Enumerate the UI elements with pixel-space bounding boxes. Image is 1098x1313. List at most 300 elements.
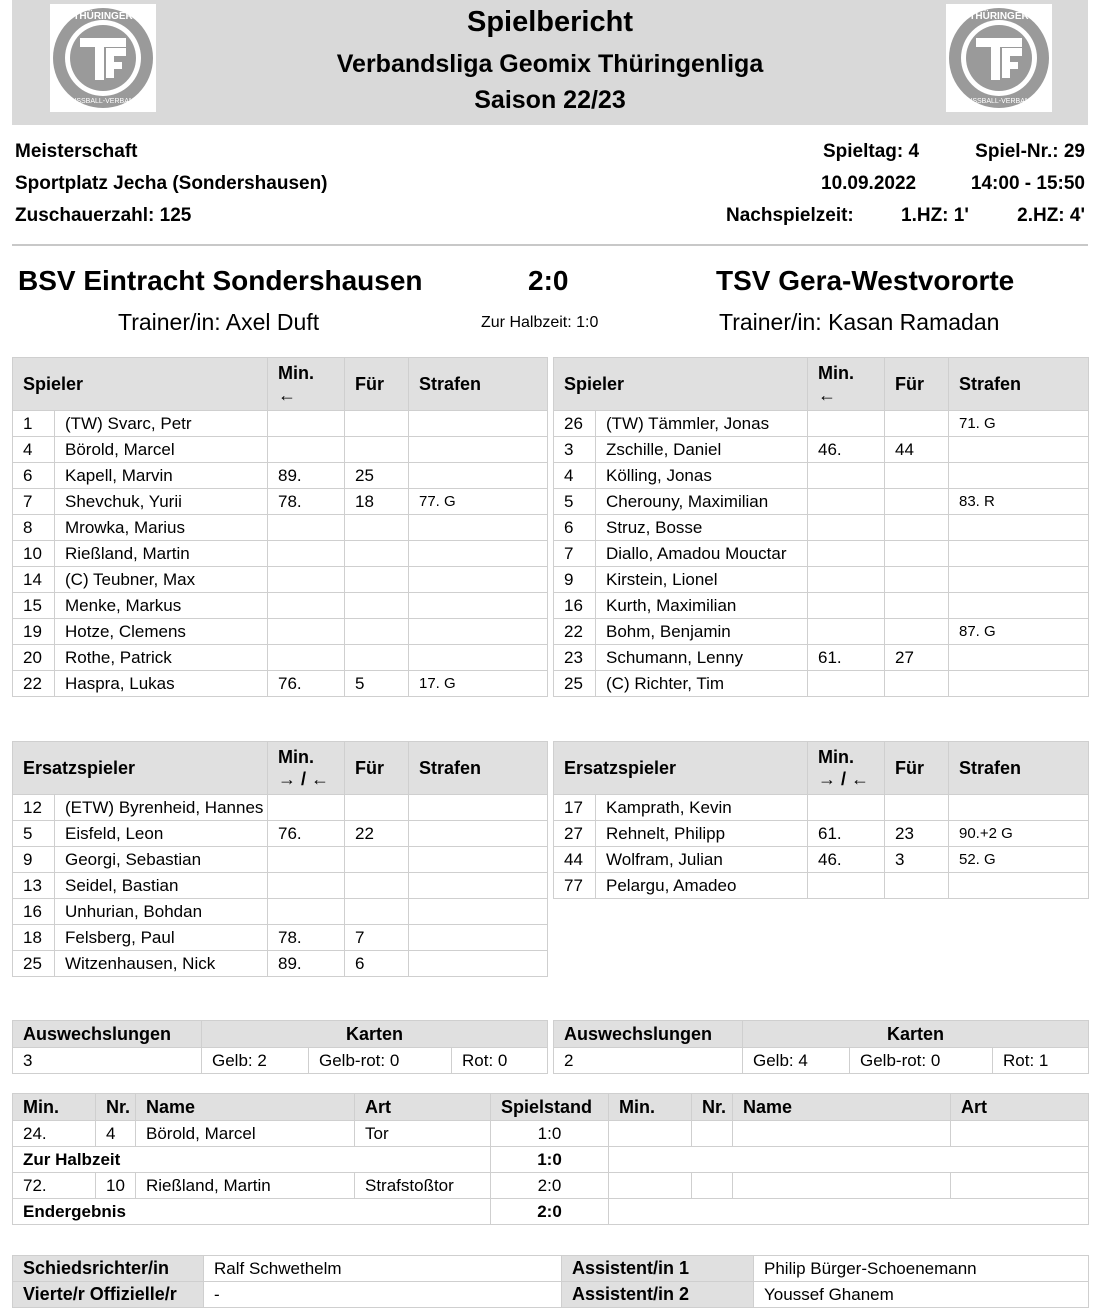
col-penalties: Strafen	[949, 358, 1089, 411]
penalty	[409, 619, 548, 645]
col-score: Spielstand	[491, 1094, 609, 1121]
goals-table	[12, 1093, 1089, 1225]
player-name: Eisfeld, Leon	[55, 821, 268, 847]
penalty	[949, 645, 1089, 671]
sub-for	[345, 645, 409, 671]
referee-name: Ralf Schwethelm	[204, 1256, 562, 1282]
player-row	[13, 899, 548, 925]
player-name: Struz, Bosse	[596, 515, 808, 541]
away-summary-table	[553, 1020, 1089, 1074]
player-row	[13, 541, 548, 567]
player-row	[13, 619, 548, 645]
player-name: Shevchuk, Yurii	[55, 489, 268, 515]
sub-minute: 46.	[808, 847, 885, 873]
player-name: Unhurian, Bohdan	[55, 899, 268, 925]
home-summary-table	[12, 1020, 548, 1074]
svg-text:FUSSBALL-VERBAND: FUSSBALL-VERBAND	[67, 98, 139, 105]
fourth-official-label: Vierte/r Offizielle/r	[13, 1282, 204, 1308]
sub-minute: 76.	[268, 671, 345, 697]
player-row	[13, 795, 548, 821]
sub-for	[885, 795, 949, 821]
svg-text:THÜRINGER: THÜRINGER	[73, 11, 133, 22]
col-player: Spieler	[554, 358, 808, 411]
sub-minute: 78.	[268, 489, 345, 515]
sub-for	[885, 411, 949, 437]
player-row	[554, 619, 1089, 645]
sub-minute	[808, 619, 885, 645]
sub-for: 27	[885, 645, 949, 671]
empty-cell	[609, 1173, 692, 1199]
sub-minute: 76.	[268, 821, 345, 847]
player-name: Zschille, Daniel	[596, 437, 808, 463]
player-row	[554, 671, 1089, 697]
player-name: Rothe, Patrick	[55, 645, 268, 671]
player-row	[13, 671, 548, 697]
player-number: 9	[554, 567, 596, 593]
goal-type: Strafstoßtor	[355, 1173, 491, 1199]
home-team: BSV Eintracht Sondershausen	[18, 265, 423, 296]
divider	[12, 244, 1088, 246]
player-number: 16	[13, 899, 55, 925]
match-date: 10.09.2022	[821, 173, 917, 194]
goal-number: 10	[96, 1173, 136, 1199]
home-lineup-table	[12, 357, 548, 697]
player-name: Felsberg, Paul	[55, 925, 268, 951]
away-lineup-table	[553, 357, 1089, 697]
player-number: 8	[13, 515, 55, 541]
sub-for	[885, 593, 949, 619]
sub-for: 6	[345, 951, 409, 977]
player-number: 25	[554, 671, 596, 697]
stoppage-second-half: 2.HZ: 4'	[1017, 205, 1085, 226]
goal-scorer: Börold, Marcel	[136, 1121, 355, 1147]
player-row	[554, 821, 1089, 847]
player-name: Georgi, Sebastian	[55, 847, 268, 873]
sub-minute	[268, 593, 345, 619]
player-number: 20	[13, 645, 55, 671]
penalty	[949, 515, 1089, 541]
player-name: Kurth, Maximilian	[596, 593, 808, 619]
player-row	[13, 567, 548, 593]
away-team: TSV Gera-Westvororte	[716, 265, 1015, 296]
sub-for	[345, 515, 409, 541]
player-number: 26	[554, 411, 596, 437]
player-name: (ETW) Byrenheid, Hannes	[55, 795, 268, 821]
player-number: 4	[13, 437, 55, 463]
player-name: Diallo, Amadou Mouctar	[596, 541, 808, 567]
red-count: Rot: 0	[452, 1048, 548, 1074]
player-row	[554, 463, 1089, 489]
sub-minute	[808, 795, 885, 821]
player-row	[554, 567, 1089, 593]
sub-for: 18	[345, 489, 409, 515]
player-row	[13, 489, 548, 515]
fourth-official-name: -	[204, 1282, 562, 1308]
halftime-label: Zur Halbzeit	[13, 1147, 491, 1173]
officials-table	[12, 1255, 1089, 1308]
red-count: Rot: 1	[993, 1048, 1089, 1074]
report-title: Spielbericht	[467, 6, 633, 38]
goal-score: 1:0	[491, 1121, 609, 1147]
penalty	[409, 821, 548, 847]
sub-for	[345, 593, 409, 619]
sub-minute	[808, 411, 885, 437]
col-min: Min. → / ←	[808, 742, 885, 795]
player-row	[554, 515, 1089, 541]
sub-minute	[808, 489, 885, 515]
col-player: Spieler	[13, 358, 268, 411]
penalty	[949, 463, 1089, 489]
player-row	[13, 437, 548, 463]
player-number: 12	[13, 795, 55, 821]
penalty	[949, 671, 1089, 697]
match-time: 14:00 - 15:50	[970, 173, 1085, 194]
penalty	[409, 411, 548, 437]
player-row	[554, 437, 1089, 463]
empty-cell	[951, 1121, 1089, 1147]
sub-for	[885, 541, 949, 567]
col-type: Art	[951, 1094, 1089, 1121]
yellow-count: Gelb: 2	[202, 1048, 309, 1074]
sub-for	[345, 437, 409, 463]
matchday: Spieltag: 4	[823, 141, 920, 162]
sub-minute: 46.	[808, 437, 885, 463]
col-sub: Ersatzspieler	[13, 742, 268, 795]
player-name: (TW) Svarc, Petr	[55, 411, 268, 437]
player-row	[554, 489, 1089, 515]
sub-for: 44	[885, 437, 949, 463]
col-for: Für	[345, 742, 409, 795]
penalty	[409, 567, 548, 593]
player-name: Kirstein, Lionel	[596, 567, 808, 593]
player-number: 22	[13, 671, 55, 697]
col-for: Für	[885, 742, 949, 795]
player-name: Schumann, Lenny	[596, 645, 808, 671]
game-number: Spiel-Nr.: 29	[975, 141, 1085, 162]
goal-score: 2:0	[491, 1173, 609, 1199]
player-number: 23	[554, 645, 596, 671]
goal-minute: 72.	[13, 1173, 96, 1199]
player-name: Cherouny, Maximilian	[596, 489, 808, 515]
svg-text:FUSSBALL-VERBAND: FUSSBALL-VERBAND	[963, 98, 1035, 105]
penalty: 17. G	[409, 671, 548, 697]
goal-number: 4	[96, 1121, 136, 1147]
empty-cell	[609, 1147, 1089, 1173]
home-subs-table	[12, 741, 548, 977]
substitution-count: 3	[13, 1048, 202, 1074]
sub-for	[885, 515, 949, 541]
penalty: 52. G	[949, 847, 1089, 873]
sub-minute	[268, 847, 345, 873]
stoppage-label: Nachspielzeit:	[726, 205, 854, 226]
penalty	[409, 899, 548, 925]
goal-row	[13, 1173, 1089, 1199]
sub-minute	[808, 463, 885, 489]
halftime-row	[13, 1147, 1089, 1173]
svg-text:THÜRINGER: THÜRINGER	[969, 11, 1029, 22]
sub-minute: 89.	[268, 463, 345, 489]
player-name: Seidel, Bastian	[55, 873, 268, 899]
player-number: 22	[554, 619, 596, 645]
player-row	[13, 847, 548, 873]
sub-minute: 78.	[268, 925, 345, 951]
player-number: 4	[554, 463, 596, 489]
sub-for: 7	[345, 925, 409, 951]
away-trainer: Trainer/in: Kasan Ramadan	[719, 309, 1000, 335]
col-min: Min. → / ←	[268, 742, 345, 795]
penalty	[409, 437, 548, 463]
sub-for	[885, 489, 949, 515]
penalty	[409, 795, 548, 821]
player-number: 15	[13, 593, 55, 619]
empty-cell	[733, 1121, 951, 1147]
player-name: Hotze, Clemens	[55, 619, 268, 645]
penalty: 87. G	[949, 619, 1089, 645]
player-number: 1	[13, 411, 55, 437]
sub-for	[885, 463, 949, 489]
sub-for: 3	[885, 847, 949, 873]
assistant2-name: Youssef Ghanem	[754, 1282, 1089, 1308]
col-name: Name	[136, 1094, 355, 1121]
col-cards: Karten	[202, 1021, 548, 1048]
empty-cell	[692, 1121, 733, 1147]
goal-type: Tor	[355, 1121, 491, 1147]
player-row	[13, 821, 548, 847]
penalty	[409, 847, 548, 873]
col-substitutions: Auswechslungen	[554, 1021, 743, 1048]
player-number: 14	[13, 567, 55, 593]
sub-for	[885, 619, 949, 645]
away-subs-table	[553, 741, 1089, 899]
player-row	[554, 593, 1089, 619]
player-row	[13, 411, 548, 437]
sub-for	[345, 899, 409, 925]
yellow-red-count: Gelb-rot: 0	[850, 1048, 993, 1074]
final-score: 2:0	[528, 265, 569, 296]
col-nr: Nr.	[96, 1094, 136, 1121]
player-number: 5	[13, 821, 55, 847]
assistant2-label: Assistent/in 2	[562, 1282, 754, 1308]
player-name: Kamprath, Kevin	[596, 795, 808, 821]
sub-for: 23	[885, 821, 949, 847]
player-number: 27	[554, 821, 596, 847]
penalty: 83. R	[949, 489, 1089, 515]
player-row	[13, 925, 548, 951]
penalty	[409, 593, 548, 619]
col-name: Name	[733, 1094, 951, 1121]
sub-for: 5	[345, 671, 409, 697]
penalty: 90.+2 G	[949, 821, 1089, 847]
assistant1-label: Assistent/in 1	[562, 1256, 754, 1282]
player-number: 9	[13, 847, 55, 873]
goal-minute: 24.	[13, 1121, 96, 1147]
attendance: Zuschauerzahl: 125	[15, 205, 192, 226]
player-row	[13, 951, 548, 977]
sub-minute	[808, 541, 885, 567]
empty-cell	[733, 1173, 951, 1199]
goal-scorer: Rießland, Martin	[136, 1173, 355, 1199]
player-name: Kölling, Jonas	[596, 463, 808, 489]
sub-for	[345, 411, 409, 437]
player-name: Kapell, Marvin	[55, 463, 268, 489]
penalty	[409, 515, 548, 541]
sub-minute	[808, 567, 885, 593]
player-number: 19	[13, 619, 55, 645]
final-label: Endergebnis	[13, 1199, 491, 1225]
penalty	[949, 873, 1089, 899]
league-name: Verbandsliga Geomix Thüringenliga	[336, 50, 764, 78]
col-penalties: Strafen	[409, 742, 548, 795]
player-number: 3	[554, 437, 596, 463]
yellow-count: Gelb: 4	[743, 1048, 850, 1074]
empty-cell	[609, 1121, 692, 1147]
sub-minute	[268, 873, 345, 899]
sub-minute: 61.	[808, 821, 885, 847]
penalty	[949, 567, 1089, 593]
player-name: Börold, Marcel	[55, 437, 268, 463]
sub-minute: 89.	[268, 951, 345, 977]
player-row	[554, 847, 1089, 873]
player-number: 5	[554, 489, 596, 515]
player-number: 17	[554, 795, 596, 821]
player-number: 77	[554, 873, 596, 899]
sub-minute: 61.	[808, 645, 885, 671]
season: Saison 22/23	[474, 86, 626, 114]
empty-cell	[609, 1199, 1089, 1225]
empty-cell	[692, 1173, 733, 1199]
sub-minute	[268, 795, 345, 821]
penalty: 77. G	[409, 489, 548, 515]
player-name: Haspra, Lukas	[55, 671, 268, 697]
goal-row	[13, 1121, 1089, 1147]
col-penalties: Strafen	[949, 742, 1089, 795]
penalty	[949, 437, 1089, 463]
sub-for	[345, 873, 409, 899]
sub-minute	[268, 567, 345, 593]
player-name: Rehnelt, Philipp	[596, 821, 808, 847]
player-name: Menke, Markus	[55, 593, 268, 619]
sub-minute	[268, 541, 345, 567]
player-name: Wolfram, Julian	[596, 847, 808, 873]
sub-minute	[808, 873, 885, 899]
penalty: 71. G	[949, 411, 1089, 437]
player-number: 44	[554, 847, 596, 873]
yellow-red-count: Gelb-rot: 0	[309, 1048, 452, 1074]
player-name: Pelargu, Amadeo	[596, 873, 808, 899]
penalty	[409, 873, 548, 899]
col-min: Min. ←	[268, 358, 345, 411]
player-row	[13, 873, 548, 899]
player-number: 6	[554, 515, 596, 541]
player-name: Rießland, Martin	[55, 541, 268, 567]
venue: Sportplatz Jecha (Sondershausen)	[15, 173, 328, 194]
player-row	[554, 873, 1089, 899]
player-number: 6	[13, 463, 55, 489]
col-penalties: Strafen	[409, 358, 548, 411]
substitution-count: 2	[554, 1048, 743, 1074]
player-row	[554, 795, 1089, 821]
col-for: Für	[345, 358, 409, 411]
player-name: (TW) Tämmler, Jonas	[596, 411, 808, 437]
competition: Meisterschaft	[15, 141, 138, 162]
assistant1-name: Philip Bürger-Schoenemann	[754, 1256, 1089, 1282]
col-for: Für	[885, 358, 949, 411]
penalty	[409, 925, 548, 951]
final-row	[13, 1199, 1089, 1225]
home-trainer: Trainer/in: Axel Duft	[118, 309, 320, 335]
report-header	[12, 0, 1088, 125]
col-min: Min. ←	[808, 358, 885, 411]
sub-minute	[268, 437, 345, 463]
sub-minute	[808, 593, 885, 619]
final-result: 2:0	[491, 1199, 609, 1225]
sub-for	[345, 541, 409, 567]
sub-minute	[808, 671, 885, 697]
referee-label: Schiedsrichter/in	[13, 1256, 204, 1282]
stoppage-first-half: 1.HZ: 1'	[901, 205, 969, 226]
empty-cell	[951, 1173, 1089, 1199]
sub-for	[345, 795, 409, 821]
player-row	[13, 463, 548, 489]
sub-minute	[268, 411, 345, 437]
player-row	[13, 515, 548, 541]
player-number: 10	[13, 541, 55, 567]
player-row	[13, 593, 548, 619]
penalty	[409, 951, 548, 977]
player-name: (C) Richter, Tim	[596, 671, 808, 697]
sub-minute	[268, 515, 345, 541]
sub-for: 22	[345, 821, 409, 847]
col-type: Art	[355, 1094, 491, 1121]
player-number: 25	[13, 951, 55, 977]
sub-for	[885, 567, 949, 593]
player-row	[554, 411, 1089, 437]
player-name: Witzenhausen, Nick	[55, 951, 268, 977]
penalty	[949, 541, 1089, 567]
col-cards: Karten	[743, 1021, 1089, 1048]
player-row	[13, 645, 548, 671]
penalty	[409, 645, 548, 671]
sub-for	[345, 619, 409, 645]
player-name: Bohm, Benjamin	[596, 619, 808, 645]
col-sub: Ersatzspieler	[554, 742, 808, 795]
player-number: 13	[13, 873, 55, 899]
penalty	[409, 463, 548, 489]
sub-for	[885, 671, 949, 697]
player-number: 7	[554, 541, 596, 567]
sub-minute	[268, 899, 345, 925]
col-min: Min.	[13, 1094, 96, 1121]
col-nr: Nr.	[692, 1094, 733, 1121]
penalty	[409, 541, 548, 567]
player-name: (C) Teubner, Max	[55, 567, 268, 593]
sub-minute	[268, 645, 345, 671]
sub-for: 25	[345, 463, 409, 489]
col-min: Min.	[609, 1094, 692, 1121]
player-number: 7	[13, 489, 55, 515]
player-name: Mrowka, Marius	[55, 515, 268, 541]
penalty	[949, 593, 1089, 619]
sub-for	[345, 567, 409, 593]
player-row	[554, 541, 1089, 567]
sub-minute	[268, 619, 345, 645]
halftime-score: Zur Halbzeit: 1:0	[481, 314, 599, 331]
player-number: 16	[554, 593, 596, 619]
sub-minute	[808, 515, 885, 541]
halftime-result: 1:0	[491, 1147, 609, 1173]
player-number: 18	[13, 925, 55, 951]
sub-for	[345, 847, 409, 873]
